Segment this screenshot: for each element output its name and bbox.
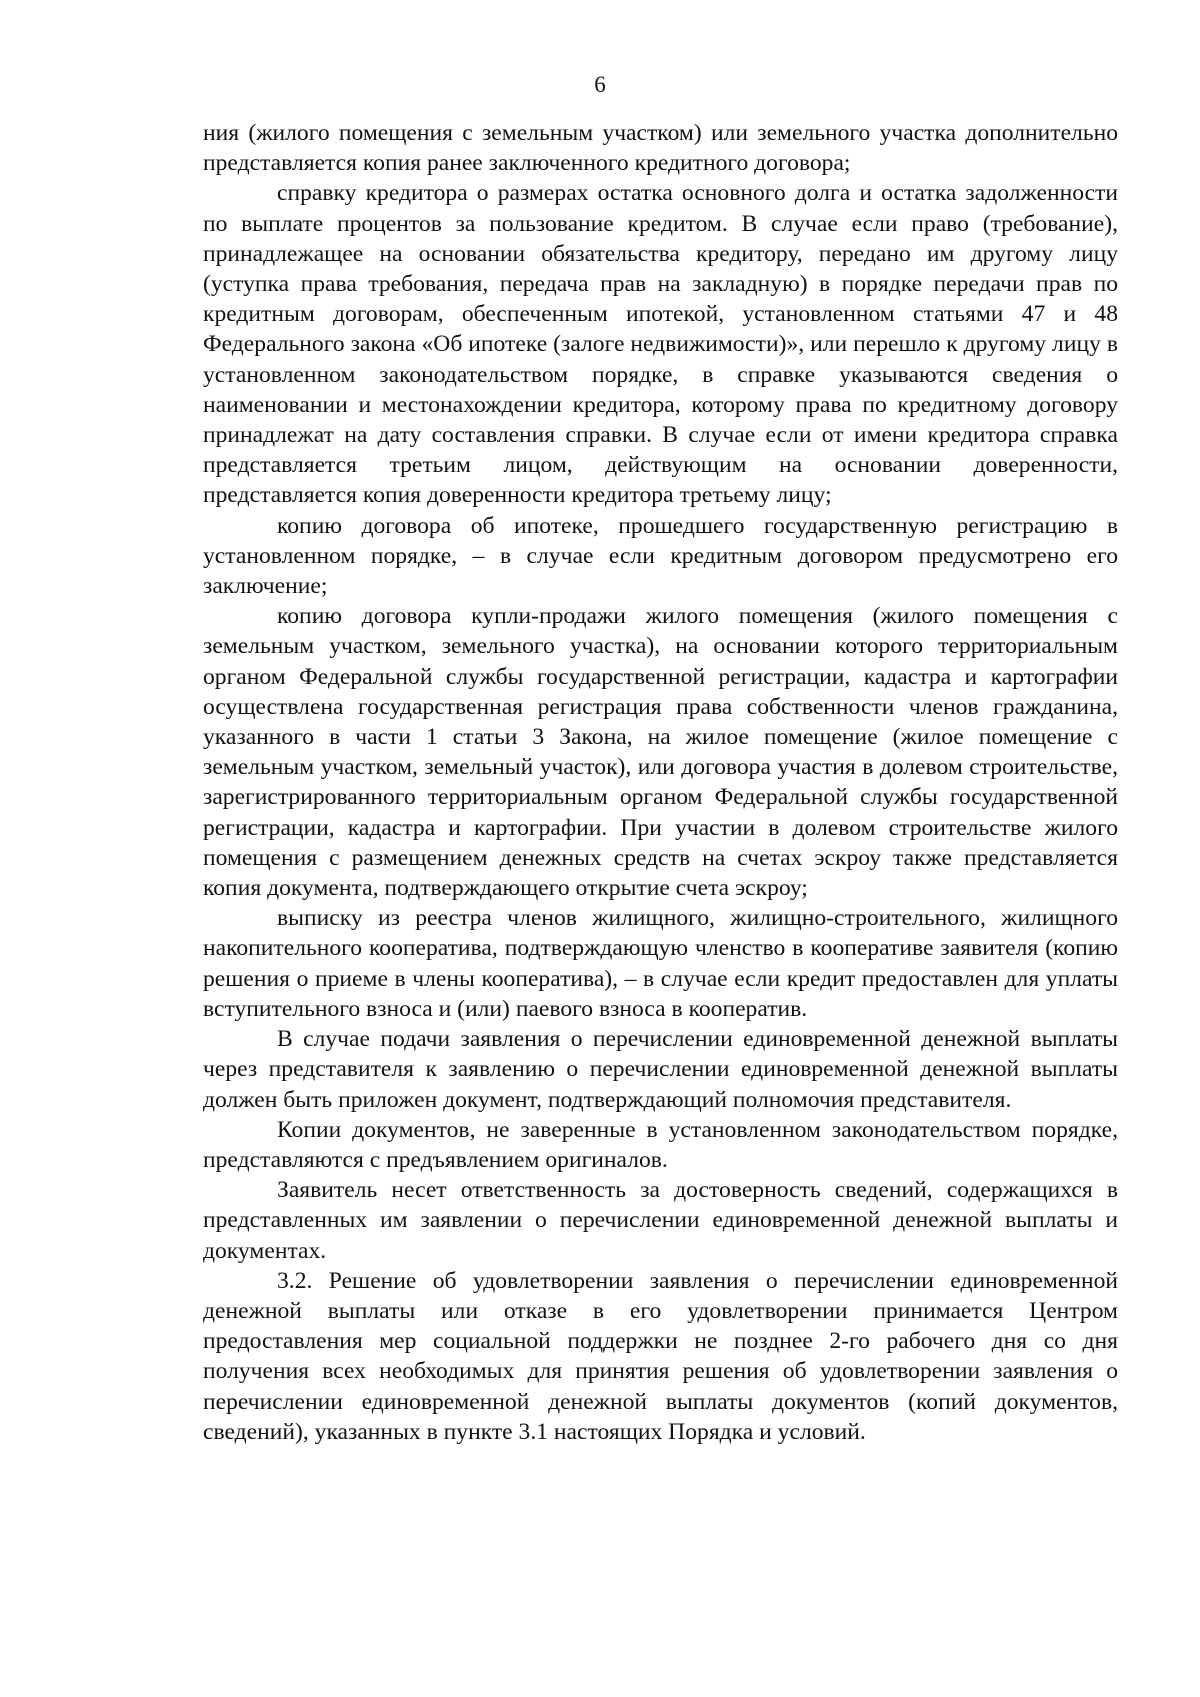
paragraph-creditor-certificate: справку кредитора о размерах остатка основного долга и остатка задолженности по выплате процентов за пользование кредитом. В случае если право (требование), принадлежащее на основании обязательства кредитору, передано им другому лицу (уступка права требования, передача прав на закладную) в порядке передачи прав по кредитным договорам, обеспеченным ипотекой, установленном статьями 47 и 48 Федерального закона «Об ипотеке (залоге недвижимости)», или перешло к другому лицу в установленном законодательством порядке, в справке указываются сведения о наименовании и местонахождении кредитора, которому права по кредитному договору принадлежат на дату составления справки. В случае если от имени кредитора справка представляется третьим лицом, действующим на основании доверенности, представляется копия доверенности кредитора третьему лицу; — [203, 180, 1118, 509]
paragraph-document-copies: Копии документов, не заверенные в установленном законодательством порядке, представляются с предъявлением оригиналов. — [203, 1116, 1118, 1173]
paragraph-applicant-responsibility: Заявитель несет ответственность за достоверность сведений, содержащихся в представленных им заявлении о перечислении единовременной денежной выплаты и документах. — [203, 1177, 1118, 1264]
paragraph-continuation: ния (жилого помещения с земельным участком) или земельного участка дополнительно представляется копия ранее заключенного кредитного договора; — [203, 120, 1118, 177]
paragraph-representative: В случае подачи заявления о перечислении единовременной денежной выплаты через представителя к заявлению о перечислении единовременной денежной выплаты должен быть приложен документ, подтверждающий полномочия представителя. — [203, 1026, 1118, 1113]
page-number: 6 — [594, 72, 606, 97]
paragraph-mortgage-agreement: копию договора об ипотеке, прошедшего государственную регистрацию в установленном порядке, – в случае если кредитным договором предусмотрено его заключение; — [203, 512, 1118, 600]
paragraph-cooperative-extract: выписку из реестра членов жилищного, жилищно-строительного, жилищного накопительного кооператива, подтверждающую членство в кооперативе заявителя (копию решения о приеме в члены кооператива), – в случае если кредит предоставлен для уплаты вступительного взноса и (или) паевого взноса в кооператив. — [203, 905, 1118, 1022]
paragraph-purchase-agreement: копию договора купли-продажи жилого помещения (жилого помещения с земельным участком, земельного участка), на основании которого территориальным органом Федеральной службы государственной регистрации, кадастра и картографии осуществлена государственная регистрация права собственности членов гражданина, указанного в части 1 статьи 3 Закона, на жилое помещение (жилое помещение с земельным участком, земельный участок), или договора участия в долевом строительстве, зарегистрированного территориальным органом Федеральной службы государственной регистрации, кадастра и картографии. При участии в долевом строительстве жилого помещения с размещением денежных средств на счетах эскроу также представляется копия документа, подтверждающего открытие счета эскроу; — [203, 603, 1118, 902]
paragraph-section-3-2: 3.2. Решение об удовлетворении заявления о перечислении единовременной денежной выплаты или отказе в его удовлетворении принимается Центром предоставления мер социальной поддержки не позднее 2-го рабочего дня со дня получения всех необходимых для принятия решения об удовлетворении заявления о перечислении единовременной денежной выплаты документов (копий документов, сведений), указанных в пункте 3.1 настоящих Порядка и условий. — [203, 1267, 1118, 1445]
document-body — [203, 118, 1118, 1447]
